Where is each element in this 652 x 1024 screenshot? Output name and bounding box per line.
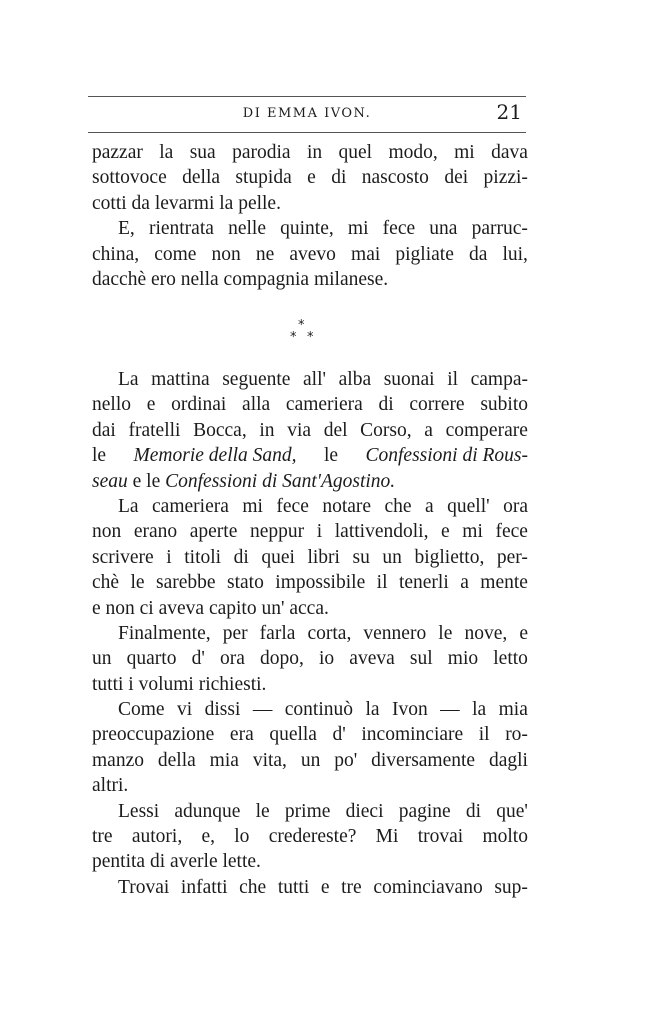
text-line bbox=[92, 443, 528, 468]
word: mente bbox=[480, 572, 528, 594]
word: libri bbox=[307, 546, 340, 568]
word: mi bbox=[454, 142, 475, 163]
word: di bbox=[378, 394, 394, 416]
word: un bbox=[92, 648, 112, 670]
word: que' bbox=[496, 800, 528, 822]
word: chè bbox=[92, 572, 120, 594]
word: china, bbox=[92, 243, 140, 265]
text-line bbox=[92, 367, 528, 392]
header-rule-bottom bbox=[88, 132, 526, 133]
word: titoli bbox=[184, 546, 222, 568]
word: e, bbox=[201, 826, 215, 848]
word: prime bbox=[284, 800, 331, 822]
word: da bbox=[468, 243, 488, 265]
word: tre bbox=[92, 826, 113, 848]
word: le bbox=[92, 445, 107, 467]
text-line bbox=[92, 494, 528, 519]
word: un bbox=[300, 749, 321, 771]
word: continuò bbox=[284, 699, 354, 721]
text-line bbox=[92, 267, 528, 292]
word: nove, bbox=[464, 622, 508, 644]
word: della bbox=[157, 749, 196, 771]
word: non bbox=[211, 243, 241, 265]
word: mai bbox=[351, 243, 381, 265]
text-line bbox=[92, 799, 528, 824]
word: su bbox=[352, 546, 370, 568]
word: il bbox=[447, 369, 459, 390]
word: quei bbox=[261, 546, 295, 568]
word: Confessioni di Rous- bbox=[365, 445, 528, 467]
text-line bbox=[92, 191, 528, 216]
word: quel bbox=[338, 142, 373, 163]
word: la bbox=[365, 699, 380, 721]
word: correre bbox=[409, 394, 465, 416]
word: farla bbox=[259, 622, 296, 644]
word: Ivon bbox=[391, 699, 428, 721]
text-line bbox=[92, 875, 528, 900]
text-line bbox=[92, 722, 528, 747]
word: ordinai bbox=[171, 394, 227, 416]
word: d' bbox=[191, 648, 205, 670]
text-line bbox=[92, 596, 528, 621]
word: una bbox=[429, 218, 458, 240]
paragraph-block-2 bbox=[92, 367, 528, 900]
word: le bbox=[130, 572, 145, 594]
word: lattivendoli, bbox=[334, 521, 429, 543]
word: lui, bbox=[502, 243, 528, 265]
word: stato bbox=[227, 572, 264, 594]
word: sarebbe bbox=[156, 572, 216, 594]
section-break-asterism bbox=[276, 318, 328, 348]
word: quarto bbox=[126, 648, 177, 670]
running-header bbox=[88, 100, 526, 130]
word: comperare bbox=[445, 419, 528, 441]
word: mattina bbox=[151, 369, 210, 390]
word: — bbox=[252, 699, 273, 721]
word: io bbox=[319, 648, 335, 670]
word: di bbox=[331, 167, 347, 189]
word: pizzi- bbox=[483, 167, 528, 189]
word: aperte bbox=[189, 521, 238, 543]
word: i bbox=[166, 546, 172, 568]
word: La bbox=[118, 369, 139, 390]
word: le bbox=[255, 800, 270, 822]
word: suonai bbox=[383, 369, 435, 390]
word: dopo, bbox=[260, 648, 304, 670]
word: quella bbox=[269, 724, 317, 746]
text-line bbox=[92, 824, 528, 849]
word: in bbox=[306, 142, 323, 163]
word: La bbox=[118, 495, 139, 517]
word: corta, bbox=[307, 622, 352, 644]
word: sul bbox=[409, 648, 433, 670]
word: per bbox=[222, 622, 248, 644]
word: Bocca, bbox=[193, 419, 247, 441]
word: di bbox=[233, 546, 249, 568]
word: ne bbox=[255, 243, 275, 265]
word: stupida bbox=[235, 167, 292, 189]
word: mia bbox=[209, 749, 239, 771]
word: le bbox=[323, 445, 339, 467]
word: per- bbox=[496, 546, 528, 568]
word: campa- bbox=[470, 369, 528, 390]
text-line bbox=[92, 165, 528, 190]
word: pazzar bbox=[92, 142, 143, 163]
line-text: altri. bbox=[92, 775, 129, 797]
text-line bbox=[92, 646, 528, 671]
header-rule-top bbox=[88, 96, 526, 97]
line-text: cotti da levarmi la pelle. bbox=[92, 192, 281, 214]
word: notare bbox=[322, 495, 372, 517]
word: e bbox=[307, 167, 316, 189]
word: alla bbox=[242, 394, 271, 416]
word: che bbox=[384, 495, 412, 517]
word: dava bbox=[491, 142, 528, 163]
text-segment: Confessioni di Sant'Agostino. bbox=[165, 470, 396, 492]
word: tre bbox=[341, 876, 362, 898]
word: tenerli bbox=[398, 572, 449, 594]
word: trovai bbox=[417, 826, 464, 848]
text-segment: seau bbox=[92, 470, 128, 492]
word: cameriera bbox=[152, 495, 229, 517]
word: — bbox=[440, 699, 460, 721]
word: Mi bbox=[375, 826, 399, 848]
word: a bbox=[425, 495, 434, 517]
word: Finalmente, bbox=[118, 622, 211, 644]
word: po' bbox=[334, 749, 358, 771]
word: biglietto, bbox=[414, 546, 485, 568]
word: vennero bbox=[363, 622, 427, 644]
word: mi bbox=[242, 495, 263, 517]
word: fece bbox=[382, 218, 416, 240]
word: la bbox=[472, 699, 487, 721]
asterism-star-top: * bbox=[298, 318, 305, 333]
word: il bbox=[478, 724, 490, 746]
text-line bbox=[92, 216, 528, 241]
text-line bbox=[92, 519, 528, 544]
word: la bbox=[159, 142, 174, 163]
word: tutti bbox=[277, 876, 310, 898]
word: infatti bbox=[180, 876, 228, 898]
word: nelle bbox=[228, 218, 266, 240]
running-title: DI EMMA IVON. bbox=[242, 106, 372, 121]
word: un bbox=[382, 546, 402, 568]
word: era bbox=[229, 724, 254, 746]
word: i bbox=[316, 521, 323, 543]
word: impossibile bbox=[275, 572, 366, 594]
word: Lessi bbox=[118, 800, 160, 822]
word: neppur bbox=[249, 521, 305, 543]
page-number: 21 bbox=[496, 100, 522, 124]
word: vi bbox=[177, 699, 193, 721]
word: dai bbox=[92, 419, 116, 441]
line-text: pentita di averle lette. bbox=[92, 851, 261, 873]
word: mi bbox=[347, 218, 369, 240]
word: a bbox=[424, 419, 433, 441]
word: del bbox=[323, 419, 348, 441]
line-text: tutti i volumi richiesti. bbox=[92, 673, 267, 695]
word: fratelli bbox=[128, 419, 181, 441]
word: via bbox=[287, 419, 312, 441]
word: e bbox=[441, 521, 450, 543]
word: in bbox=[259, 419, 275, 441]
word: manzo bbox=[92, 749, 144, 771]
text-line bbox=[92, 697, 528, 722]
word: adunque bbox=[174, 800, 241, 822]
word: come bbox=[154, 243, 197, 265]
word: scrivere bbox=[92, 546, 154, 568]
line-text: e non ci aveva capito un' acca. bbox=[92, 597, 329, 619]
word: e bbox=[519, 622, 528, 644]
word: aveva bbox=[349, 648, 395, 670]
word: all' bbox=[303, 369, 327, 390]
word: dissi bbox=[204, 699, 241, 721]
word: erano bbox=[133, 521, 178, 543]
word: diversamente bbox=[371, 749, 476, 771]
word: E, bbox=[118, 218, 135, 240]
text-line bbox=[92, 140, 528, 165]
asterism-star-right: * bbox=[307, 330, 314, 345]
word: ora bbox=[503, 495, 528, 517]
word: della bbox=[182, 167, 221, 189]
word: le bbox=[438, 622, 453, 644]
text-line bbox=[92, 392, 528, 417]
word: dieci bbox=[345, 800, 384, 822]
word: e bbox=[146, 394, 156, 416]
word: ro- bbox=[505, 724, 528, 746]
word: parodia bbox=[232, 142, 291, 163]
word: a bbox=[460, 572, 469, 594]
text-line bbox=[92, 621, 528, 646]
word: letto bbox=[493, 648, 528, 670]
text-line bbox=[92, 773, 528, 798]
word: Come bbox=[118, 699, 165, 721]
word: autori, bbox=[131, 826, 183, 848]
text-line bbox=[92, 418, 528, 443]
word: fece bbox=[276, 495, 309, 517]
word: rientrata bbox=[148, 218, 214, 240]
word: preoccupazione bbox=[92, 724, 215, 746]
word: alba bbox=[338, 369, 372, 390]
word: cameriera bbox=[285, 394, 363, 416]
word: subito bbox=[480, 394, 528, 416]
word: dei bbox=[444, 167, 469, 189]
word: pigliate bbox=[395, 243, 454, 265]
word: mio bbox=[447, 648, 479, 670]
word: pagine bbox=[398, 800, 451, 822]
word: quell' bbox=[447, 495, 490, 517]
word: d' bbox=[332, 724, 346, 746]
word: credereste? bbox=[268, 826, 357, 848]
text-line bbox=[92, 570, 528, 595]
word: quinte, bbox=[280, 218, 334, 240]
word: seguente bbox=[222, 369, 291, 390]
text-segment: e le bbox=[127, 470, 166, 492]
word: incominciare bbox=[361, 724, 464, 746]
word: fece bbox=[495, 521, 528, 543]
word: mia bbox=[498, 699, 528, 721]
word: molto bbox=[482, 826, 528, 848]
word: lo bbox=[234, 826, 250, 848]
word: mi bbox=[462, 521, 483, 543]
word: sup- bbox=[494, 876, 528, 898]
word: ora bbox=[219, 648, 245, 670]
word: dagli bbox=[488, 749, 528, 771]
word: vita, bbox=[252, 749, 287, 771]
text-line bbox=[92, 849, 528, 874]
word: sua bbox=[189, 142, 216, 163]
word: Trovai bbox=[118, 876, 170, 898]
text-line bbox=[92, 545, 528, 570]
word: cominciavano bbox=[373, 876, 483, 898]
word: modo, bbox=[388, 142, 438, 163]
word: Corso, bbox=[360, 419, 412, 441]
word: che bbox=[239, 876, 267, 898]
word: il bbox=[376, 572, 388, 594]
word: di bbox=[465, 800, 482, 822]
word: Memorie della Sand, bbox=[133, 445, 297, 467]
word: parruc- bbox=[471, 218, 528, 240]
text-line bbox=[92, 469, 528, 494]
paragraph-block-1 bbox=[92, 140, 528, 292]
asterism-star-left: * bbox=[290, 330, 297, 345]
word: non bbox=[92, 521, 122, 543]
text-line bbox=[92, 672, 528, 697]
word: e bbox=[320, 876, 330, 898]
line-text: dacchè ero nella compagnia milanese. bbox=[92, 268, 389, 290]
word: nascosto bbox=[361, 167, 429, 189]
word: sottovoce bbox=[92, 167, 167, 189]
word: nello bbox=[92, 394, 131, 416]
word: avevo bbox=[289, 243, 336, 265]
text-line bbox=[92, 748, 528, 773]
text-line bbox=[92, 242, 528, 267]
